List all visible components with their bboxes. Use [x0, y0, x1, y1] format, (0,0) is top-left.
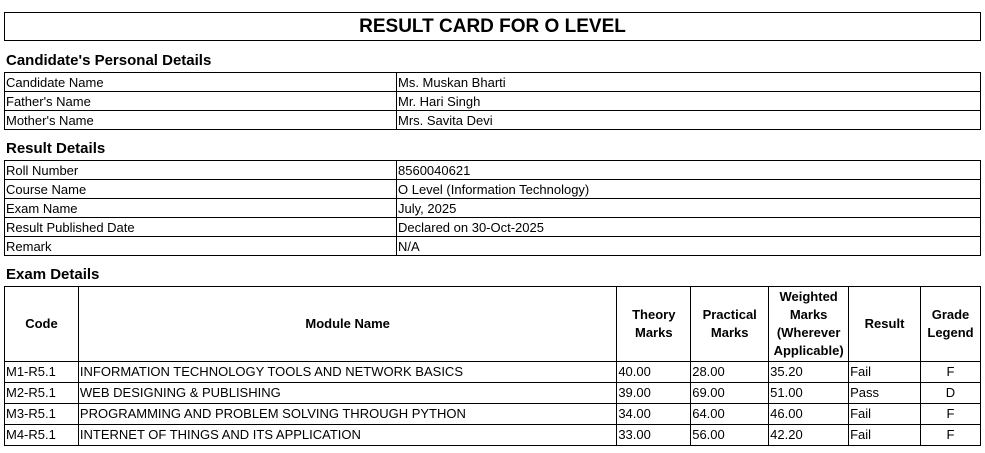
practical-cell: 64.00 — [691, 404, 769, 425]
col-header-code: Code — [5, 287, 79, 362]
module-cell: PROGRAMMING AND PROBLEM SOLVING THROUGH PYTHON — [78, 404, 616, 425]
exam-name-label: Exam Name — [5, 199, 397, 218]
table-row — [5, 218, 981, 237]
weighted-cell: 35.20 — [769, 362, 849, 383]
father-name-value: Mr. Hari Singh — [397, 92, 981, 111]
course-name-value: O Level (Information Technology) — [397, 180, 981, 199]
exam-details-heading: Exam Details — [6, 266, 100, 283]
personal-details-heading: Candidate's Personal Details — [6, 52, 212, 69]
table-header-row — [5, 287, 981, 362]
result-cell: Fail — [849, 425, 921, 446]
code-cell: M3-R5.1 — [5, 404, 79, 425]
published-date-value: Declared on 30-Oct-2025 — [397, 218, 981, 237]
code-cell: M4-R5.1 — [5, 425, 79, 446]
page-title: RESULT CARD FOR O LEVEL — [4, 12, 981, 41]
practical-cell: 69.00 — [691, 383, 769, 404]
candidate-name-value: Ms. Muskan Bharti — [397, 73, 981, 92]
mother-name-value: Mrs. Savita Devi — [397, 111, 981, 130]
roll-number-value: 8560040621 — [397, 161, 981, 180]
table-row — [5, 92, 981, 111]
col-header-practical: Practical Marks — [691, 287, 769, 362]
col-header-weighted: Weighted Marks (Wherever Applicable) — [769, 287, 849, 362]
practical-cell: 28.00 — [691, 362, 769, 383]
table-row — [5, 111, 981, 130]
weighted-cell: 51.00 — [769, 383, 849, 404]
col-header-module: Module Name — [78, 287, 616, 362]
module-cell: INTERNET OF THINGS AND ITS APPLICATION — [78, 425, 616, 446]
result-cell: Fail — [849, 362, 921, 383]
weighted-cell: 42.20 — [769, 425, 849, 446]
grade-cell: F — [920, 362, 980, 383]
module-cell: INFORMATION TECHNOLOGY TOOLS AND NETWORK BASICS — [78, 362, 616, 383]
code-cell: M1-R5.1 — [5, 362, 79, 383]
table-row — [5, 404, 981, 425]
table-row — [5, 237, 981, 256]
col-header-theory: Theory Marks — [617, 287, 691, 362]
roll-number-label: Roll Number — [5, 161, 397, 180]
col-header-grade: Grade Legend — [920, 287, 980, 362]
table-row — [5, 161, 981, 180]
candidate-name-label: Candidate Name — [5, 73, 397, 92]
grade-cell: F — [920, 425, 980, 446]
personal-details-table — [4, 72, 981, 130]
theory-cell: 34.00 — [617, 404, 691, 425]
published-date-label: Result Published Date — [5, 218, 397, 237]
grade-cell: F — [920, 404, 980, 425]
code-cell: M2-R5.1 — [5, 383, 79, 404]
module-cell: WEB DESIGNING & PUBLISHING — [78, 383, 616, 404]
theory-cell: 40.00 — [617, 362, 691, 383]
mother-name-label: Mother's Name — [5, 111, 397, 130]
col-header-result: Result — [849, 287, 921, 362]
table-row — [5, 199, 981, 218]
theory-cell: 33.00 — [617, 425, 691, 446]
course-name-label: Course Name — [5, 180, 397, 199]
grade-cell: D — [920, 383, 980, 404]
table-row — [5, 180, 981, 199]
father-name-label: Father's Name — [5, 92, 397, 111]
remark-label: Remark — [5, 237, 397, 256]
table-row — [5, 425, 981, 446]
exam-name-value: July, 2025 — [397, 199, 981, 218]
table-row — [5, 362, 981, 383]
remark-value: N/A — [397, 237, 981, 256]
result-details-table — [4, 160, 981, 256]
table-row — [5, 73, 981, 92]
theory-cell: 39.00 — [617, 383, 691, 404]
weighted-cell: 46.00 — [769, 404, 849, 425]
result-cell: Pass — [849, 383, 921, 404]
result-details-heading: Result Details — [6, 140, 106, 157]
result-cell: Fail — [849, 404, 921, 425]
table-row — [5, 383, 981, 404]
practical-cell: 56.00 — [691, 425, 769, 446]
exam-details-table — [4, 286, 981, 446]
